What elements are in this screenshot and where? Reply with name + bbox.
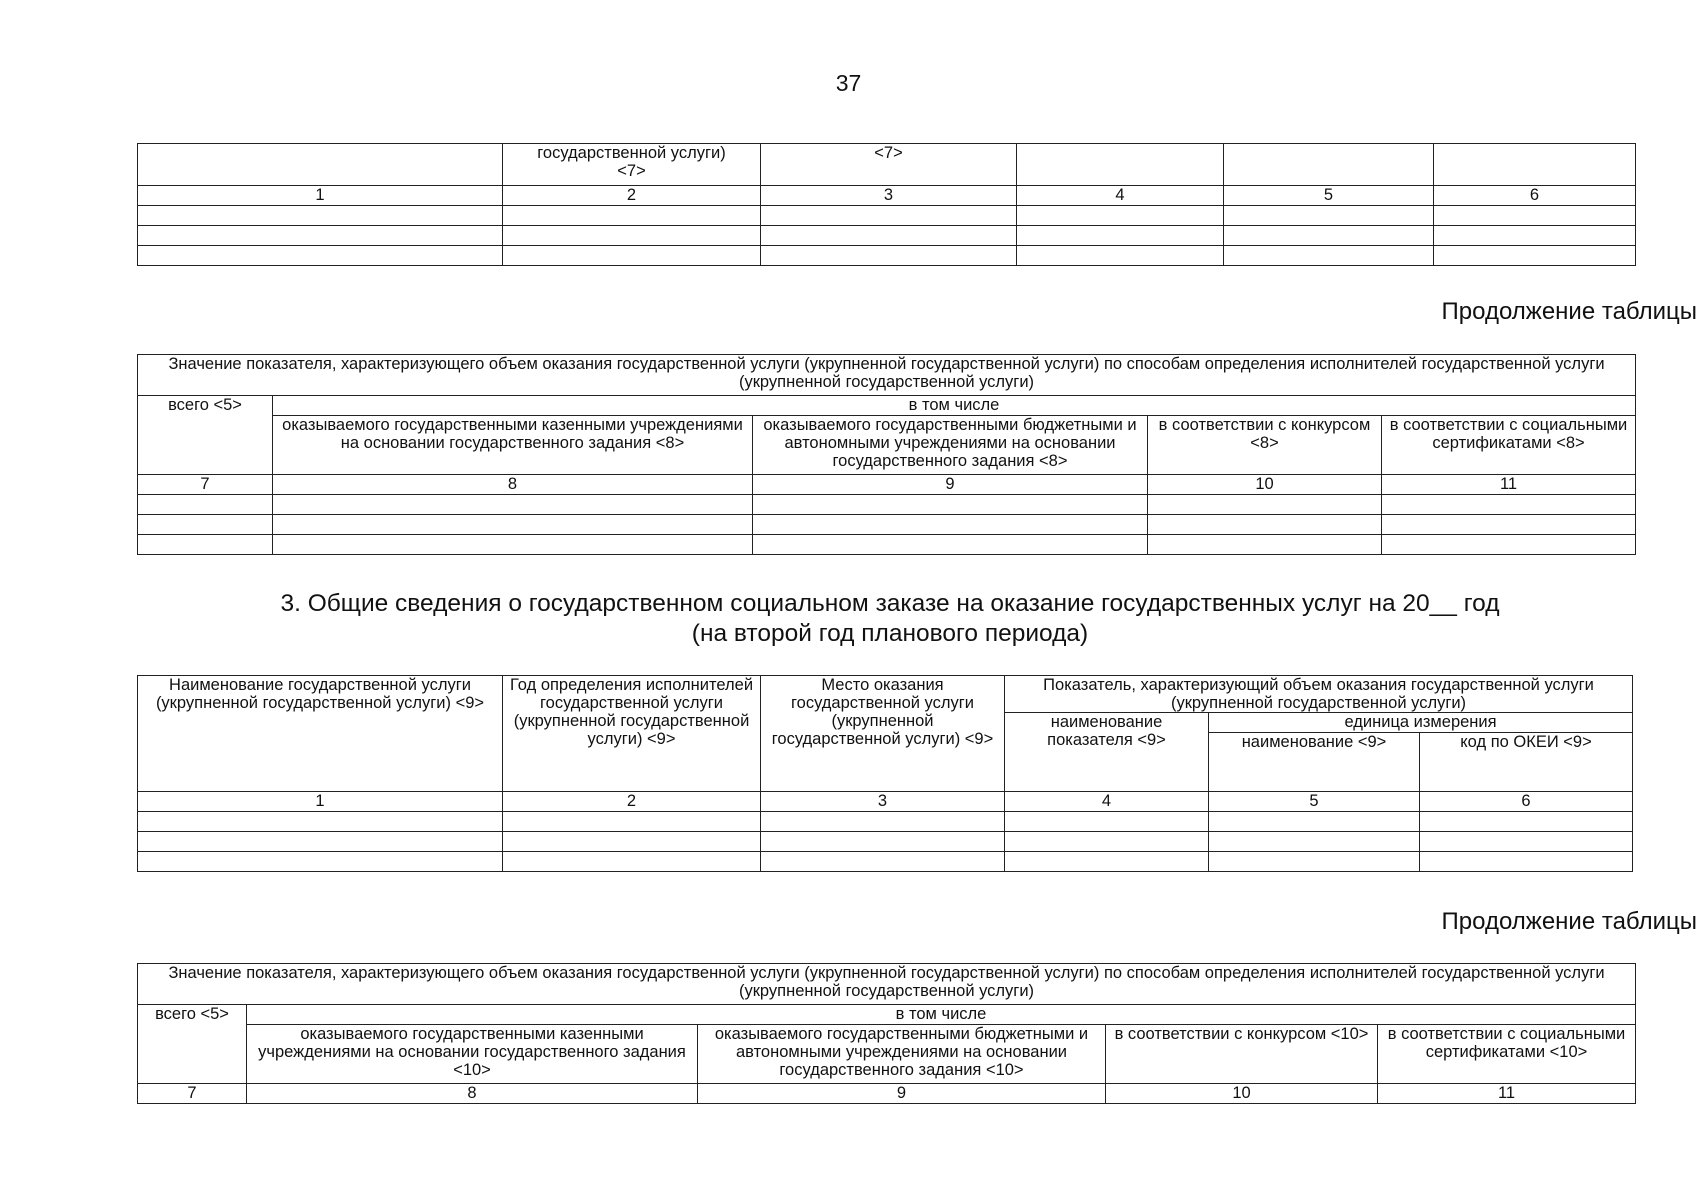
indicator-name-header: наименование показателя <9>: [1005, 713, 1209, 792]
total-header: всего <5>: [138, 396, 273, 475]
header-row: [138, 676, 1633, 713]
column-number: 2: [503, 792, 761, 812]
unit-code-header: код по ОКЕИ <9>: [1420, 733, 1633, 792]
column-number: 4: [1017, 186, 1224, 206]
column-number: 7: [138, 1084, 247, 1104]
column-number: 3: [761, 186, 1017, 206]
column-number-row: [138, 475, 1636, 495]
table-services-top: [137, 143, 1636, 266]
subheader-cell: оказываемого государственными казенными учреждениями на основании государственного задания <8>: [273, 416, 753, 475]
header-cell: [1017, 144, 1224, 186]
column-number-row: [138, 186, 1636, 206]
column-number-row: [138, 1084, 1636, 1104]
column-number: 8: [247, 1084, 698, 1104]
subheader-cell: оказываемого государственными казенными учреждениями на основании государственного задания <10>: [247, 1025, 698, 1084]
column-number: 4: [1005, 792, 1209, 812]
table-volume-by-method-2: [137, 963, 1636, 1104]
total-header: всего <5>: [138, 1005, 247, 1084]
section-heading-line1: 3. Общие сведения о государственном социальном заказе на оказание государственных услуг на 20__ год: [280, 590, 1500, 617]
unit-header: единица измерения: [1209, 713, 1633, 733]
table-row: [138, 812, 1633, 832]
column-number-row: [138, 792, 1633, 812]
including-header: в том числе: [247, 1005, 1636, 1025]
column-number: 1: [138, 186, 503, 206]
header-cell: [138, 144, 503, 186]
table-row: [138, 852, 1633, 872]
column-number: 11: [1378, 1084, 1636, 1104]
table-row: [138, 226, 1636, 246]
header-row: [138, 1005, 1636, 1025]
section-heading: [0, 589, 1697, 649]
column-number: 10: [1148, 475, 1382, 495]
column-number: 9: [753, 475, 1148, 495]
column-number: 11: [1382, 475, 1636, 495]
subheader-cell: в соответствии с социальными сертификатами <8>: [1382, 416, 1636, 475]
table-row: [138, 495, 1636, 515]
subheader-cell: в соответствии с конкурсом <10>: [1106, 1025, 1378, 1084]
table-row: [138, 206, 1636, 226]
header-cell: государственной услуги) <7>: [503, 144, 761, 186]
column-number: 3: [761, 792, 1005, 812]
table-row: [138, 535, 1636, 555]
table-volume-by-method-1: [137, 354, 1636, 555]
place-header: Место оказания государственной услуги (укрупненной государственной услуги) <9>: [761, 676, 1005, 792]
column-number: 5: [1224, 186, 1434, 206]
unit-name-header: наименование <9>: [1209, 733, 1420, 792]
table-title: Значение показателя, характеризующего объем оказания государственной услуги (укрупненной государственной услуги) по способам определения исполнителей государственной услуги (укрупненной государственной услуги): [138, 355, 1636, 396]
header-cell: <7>: [761, 144, 1017, 186]
table-title-row: [138, 355, 1636, 396]
column-number: 7: [138, 475, 273, 495]
column-number: 1: [138, 792, 503, 812]
section-heading-line2: (на второй год планового периода): [691, 620, 1089, 647]
column-number: 6: [1434, 186, 1636, 206]
table-title: Значение показателя, характеризующего объем оказания государственной услуги (укрупненной государственной услуги) по способам определения исполнителей государственной услуги (укрупненной государственной услуги): [138, 964, 1636, 1005]
table-title-row: [138, 964, 1636, 1005]
subheader-row: [138, 416, 1636, 475]
column-number: 9: [698, 1084, 1106, 1104]
service-name-header: Наименование государственной услуги (укрупненной государственной услуги) <9>: [138, 676, 503, 792]
column-number: 6: [1420, 792, 1633, 812]
subheader-cell: оказываемого государственными бюджетными и автономными учреждениями на основании государственного задания <8>: [753, 416, 1148, 475]
column-number: 10: [1106, 1084, 1378, 1104]
continuation-label: Продолжение таблицы: [1441, 298, 1697, 325]
column-number: 5: [1209, 792, 1420, 812]
table-services-second-plan-year: [137, 675, 1633, 872]
header-cell: [1434, 144, 1636, 186]
page-number: 37: [835, 70, 862, 96]
column-number: 8: [273, 475, 753, 495]
subheader-cell: в соответствии с конкурсом <8>: [1148, 416, 1382, 475]
table-row: [138, 246, 1636, 266]
subheader-cell: оказываемого государственными бюджетными и автономными учреждениями на основании государственного задания <10>: [698, 1025, 1106, 1084]
table-row: [138, 832, 1633, 852]
table-row: [138, 515, 1636, 535]
column-number: 2: [503, 186, 761, 206]
including-header: в том числе: [273, 396, 1636, 416]
indicator-header: Показатель, характеризующий объем оказания государственной услуги (укрупненной государственной услуги): [1005, 676, 1633, 713]
subheader-row: [138, 1025, 1636, 1084]
year-header: Год определения исполнителей государственной услуги (укрупненной государственной услуги) <9>: [503, 676, 761, 792]
header-row: [138, 396, 1636, 416]
subheader-cell: в соответствии с социальными сертификатами <10>: [1378, 1025, 1636, 1084]
continuation-label: Продолжение таблицы: [1441, 908, 1697, 935]
table-header-row: [138, 144, 1636, 186]
header-cell: [1224, 144, 1434, 186]
